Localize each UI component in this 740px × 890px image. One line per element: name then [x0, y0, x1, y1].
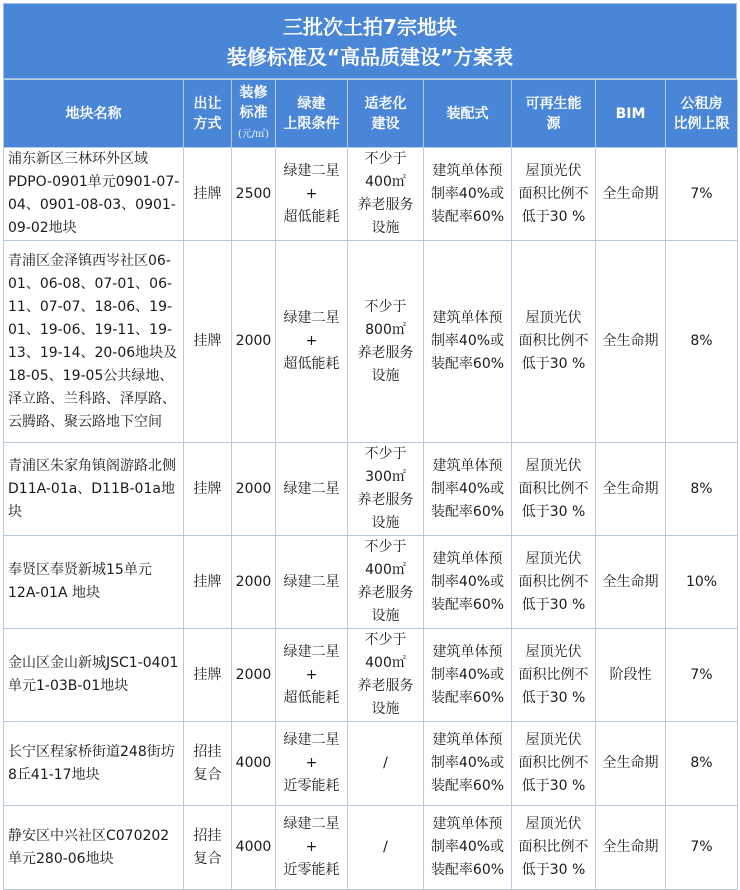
- table-row: [4, 806, 738, 890]
- cell-elderly: /: [348, 806, 424, 890]
- cell-prefab: 建筑单体预 制率40%或 装配率60%: [424, 241, 512, 443]
- cell-deco: 2000: [232, 629, 276, 722]
- cell-deco: 4000: [232, 722, 276, 806]
- cell-renewable: 屋顶光伏 面积比例不 低于30 %: [512, 148, 596, 241]
- cell-elderly: 不少于 800㎡ 养老服务 设施: [348, 241, 424, 443]
- cell-renewable: 屋顶光伏 面积比例不 低于30 %: [512, 536, 596, 629]
- cell-name: 青浦区金泽镇西岑社区06-01、06-08、07-01、06-11、07-07、18-06、19-01、19-06、19-11、19-13、19-14、20-06地块及18-05、19-05公共绿地、泽立路、兰科路、泽厚路、云腾路、聚云路地下空间: [4, 241, 184, 443]
- table-row: [4, 443, 738, 536]
- cell-renewable: 屋顶光伏 面积比例不 低于30 %: [512, 629, 596, 722]
- cell-method: 挂牌: [184, 629, 232, 722]
- header-bim: BIM: [596, 80, 666, 148]
- table-row: [4, 536, 738, 629]
- cell-green: 绿建二星 + 超低能耗: [276, 241, 348, 443]
- cell-bim: 全生命期: [596, 536, 666, 629]
- cell-prefab: 建筑单体预 制率40%或 装配率60%: [424, 722, 512, 806]
- table-row: [4, 241, 738, 443]
- header-green: 绿建 上限条件: [276, 80, 348, 148]
- cell-bim: 阶段性: [596, 629, 666, 722]
- cell-rental: 7%: [666, 806, 738, 890]
- header-deco-unit: (元/㎡): [237, 128, 270, 140]
- header-elderly: 适老化 建设: [348, 80, 424, 148]
- cell-green: 绿建二星: [276, 536, 348, 629]
- cell-bim: 全生命期: [596, 806, 666, 890]
- header-method: 出让 方式: [184, 80, 232, 148]
- cell-bim: 全生命期: [596, 722, 666, 806]
- header-name: 地块名称: [4, 80, 184, 148]
- cell-rental: 7%: [666, 629, 738, 722]
- cell-deco: 2000: [232, 241, 276, 443]
- cell-green: 绿建二星 + 超低能耗: [276, 629, 348, 722]
- cell-deco: 2000: [232, 443, 276, 536]
- cell-name: 浦东新区三林环外区域PDPO-0901单元0901-07-04、0901-08-03、0901-09-02地块: [4, 148, 184, 241]
- cell-rental: 7%: [666, 148, 738, 241]
- cell-method: 挂牌: [184, 241, 232, 443]
- cell-renewable: 屋顶光伏 面积比例不 低于30 %: [512, 806, 596, 890]
- plan-table-document: [3, 3, 737, 890]
- cell-deco: 2500: [232, 148, 276, 241]
- cell-prefab: 建筑单体预 制率40%或 装配率60%: [424, 806, 512, 890]
- cell-green: 绿建二星: [276, 443, 348, 536]
- cell-green: 绿建二星 + 近零能耗: [276, 722, 348, 806]
- cell-bim: 全生命期: [596, 443, 666, 536]
- cell-rental: 8%: [666, 722, 738, 806]
- cell-prefab: 建筑单体预 制率40%或 装配率60%: [424, 629, 512, 722]
- cell-green: 绿建二星 + 超低能耗: [276, 148, 348, 241]
- cell-green: 绿建二星 + 近零能耗: [276, 806, 348, 890]
- cell-method: 挂牌: [184, 536, 232, 629]
- title-line-1: 三批次土拍7宗地块: [283, 15, 457, 39]
- cell-rental: 10%: [666, 536, 738, 629]
- cell-method: 招挂 复合: [184, 806, 232, 890]
- cell-method: 招挂 复合: [184, 722, 232, 806]
- header-deco: 装修 标准 (元/㎡): [232, 80, 276, 148]
- table-row: [4, 629, 738, 722]
- table-row: [4, 722, 738, 806]
- plots-table: [3, 79, 738, 890]
- cell-elderly: 不少于 300㎡ 养老服务 设施: [348, 443, 424, 536]
- cell-bim: 全生命期: [596, 148, 666, 241]
- cell-prefab: 建筑单体预 制率40%或 装配率60%: [424, 536, 512, 629]
- cell-name: 金山区金山新城JSC1-0401单元1-03B-01地块: [4, 629, 184, 722]
- cell-name: 静安区中兴社区C070202单元280-06地块: [4, 806, 184, 890]
- cell-rental: 8%: [666, 443, 738, 536]
- cell-deco: 2000: [232, 536, 276, 629]
- cell-method: 挂牌: [184, 148, 232, 241]
- cell-prefab: 建筑单体预 制率40%或 装配率60%: [424, 148, 512, 241]
- header-rental: 公租房 比例上限: [666, 80, 738, 148]
- table-title: [3, 3, 737, 79]
- cell-elderly: 不少于 400㎡ 养老服务 设施: [348, 629, 424, 722]
- cell-method: 挂牌: [184, 443, 232, 536]
- cell-name: 奉贤区奉贤新城15单元12A-01A 地块: [4, 536, 184, 629]
- cell-deco: 4000: [232, 806, 276, 890]
- header-renewable: 可再生能 源: [512, 80, 596, 148]
- cell-renewable: 屋顶光伏 面积比例不 低于30 %: [512, 443, 596, 536]
- cell-elderly: 不少于 400㎡ 养老服务 设施: [348, 148, 424, 241]
- cell-prefab: 建筑单体预 制率40%或 装配率60%: [424, 443, 512, 536]
- title-line-2: 装修标准及“高品质建设”方案表: [226, 45, 514, 69]
- header-prefab: 装配式: [424, 80, 512, 148]
- cell-name: 青浦区朱家角镇阁游路北侧D11A-01a、D11B-01a地块: [4, 443, 184, 536]
- cell-elderly: 不少于 400㎡ 养老服务 设施: [348, 536, 424, 629]
- cell-renewable: 屋顶光伏 面积比例不 低于30 %: [512, 722, 596, 806]
- cell-name: 长宁区程家桥街道248街坊8丘41-17地块: [4, 722, 184, 806]
- table-row: [4, 148, 738, 241]
- cell-renewable: 屋顶光伏 面积比例不 低于30 %: [512, 241, 596, 443]
- header-row: [4, 80, 738, 148]
- cell-elderly: /: [348, 722, 424, 806]
- cell-bim: 全生命期: [596, 241, 666, 443]
- cell-rental: 8%: [666, 241, 738, 443]
